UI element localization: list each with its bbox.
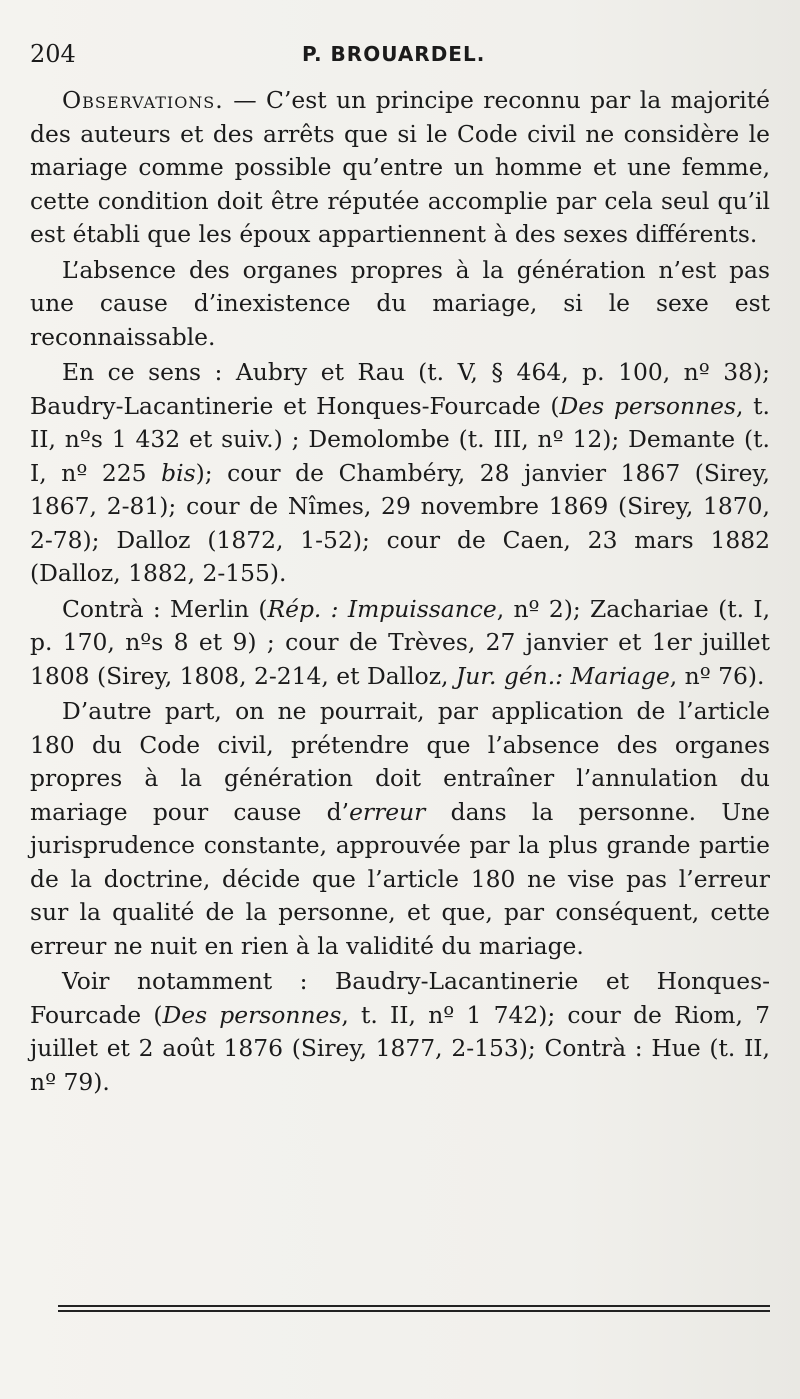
text-segment: , nº 2); Zachariae (t. I, p. 170, nºs 8 et 9) ; cour de Trèves, 27 janvier et 1er juillet 1808 (Sirey, 1808, 2-214, et Dalloz, bbox=[30, 594, 771, 690]
text-segment: En ce sens : Aubry et Rau (t. V, § 464, p. 100, nº 38); Baudry-Lacantinerie et Honques-Fourcade ( bbox=[30, 358, 770, 420]
body-text bbox=[30, 84, 770, 1099]
paragraph-observations bbox=[30, 84, 770, 252]
italic-segment: bis bbox=[161, 458, 196, 487]
italic-segment: Rép. : Impuissance bbox=[267, 594, 497, 623]
paragraph-text: — C’est un principe reconnu par la majorité des auteurs et des arrêts que si le Code civil ne considère le mariage comme possible qu’entre un homme et une femme, cette condition doit être réputée accomplie par cela seul qu’il est établi que les époux appartiennent à des sexes différents. bbox=[30, 86, 770, 248]
text-segment: , t. II, nº 1 742); cour de Riom, 7 juillet et 2 août 1876 (Sirey, 1877, 2-153); Contrà : Hue (t. II, nº 79). bbox=[30, 1000, 770, 1096]
text-segment: , t. II, nºs 1 432 et suiv.) ; Demolombe (t. III, nº 12); Demante (t. I, nº 225 bbox=[30, 391, 770, 487]
text-segment: , nº 76). bbox=[669, 661, 765, 690]
section-lead: Observations. bbox=[62, 86, 224, 114]
text-segment: D’autre part, on ne pourrait, par application de l’article 180 du Code civil, prétendre que l’absence des organes propres à la génération doit entraîner l’annulation du mariage pour cause d’ bbox=[30, 697, 770, 826]
page-number: 204 bbox=[30, 40, 76, 68]
paragraph-autre-part bbox=[30, 695, 770, 963]
text-segment: ); cour de Chambéry, 28 janvier 1867 (Sirey, 1867, 2-81); cour de Nîmes, 29 novembre 1869 (Sirey, 1870, 2-78); Dalloz (1872, 1-52); cour de Caen, 23 mars 1882 (Dalloz, 1882, 2-155). bbox=[30, 458, 770, 587]
paragraph-absence bbox=[30, 254, 770, 355]
paragraph-contra bbox=[30, 593, 770, 694]
end-rule bbox=[58, 1305, 770, 1315]
double-rule-bottom bbox=[58, 1310, 770, 1312]
paragraph-en-ce-sens bbox=[30, 356, 770, 591]
double-rule-top bbox=[58, 1305, 770, 1307]
italic-segment: Des personnes bbox=[162, 1000, 342, 1029]
text-segment: Contrà : Merlin ( bbox=[62, 594, 268, 623]
text-segment: Voir notamment : Baudry-Lacantinerie et Honques-Fourcade ( bbox=[30, 967, 770, 1029]
italic-segment: Des personnes bbox=[559, 391, 736, 420]
page-header bbox=[30, 40, 770, 80]
running-head: P. BROUARDEL. bbox=[302, 42, 486, 66]
text-segment: dans la personne. Une jurisprudence constante, approuvée par la plus grande partie de la doctrine, décide que l’article 180 ne vise pas l’erreur sur la qualité de la personne, et que, par conséquent, cette erreur ne nuit en rien à la validité du mariage. bbox=[30, 797, 770, 960]
italic-segment: Jur. gén.: Mariage bbox=[455, 661, 670, 690]
paragraph-voir-notamment bbox=[30, 965, 770, 1099]
paragraph-text: L’absence des organes propres à la génération n’est pas une cause d’inexistence du mariage, si le sexe est reconnaissable. bbox=[30, 255, 770, 351]
italic-segment: erreur bbox=[349, 797, 426, 826]
